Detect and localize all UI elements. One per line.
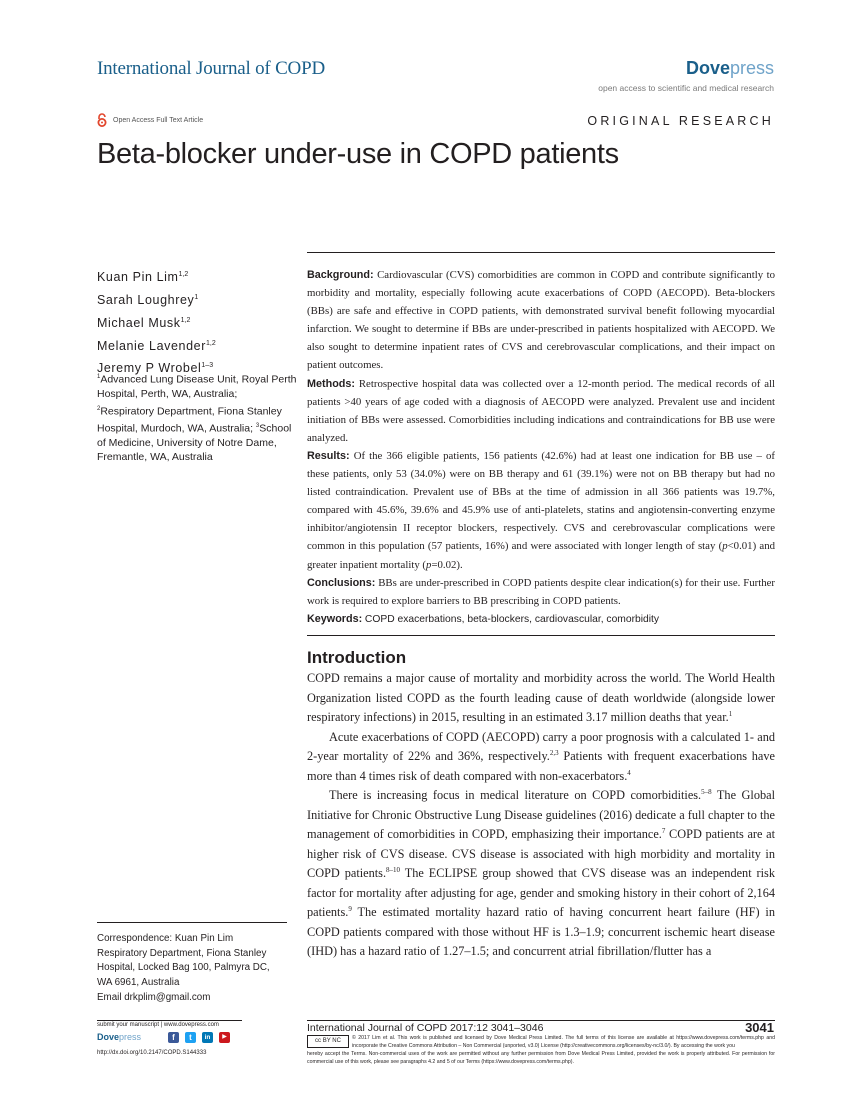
- linkedin-icon[interactable]: in: [202, 1032, 213, 1043]
- publisher-suffix: press: [729, 58, 774, 78]
- article-title: Beta-blocker under-use in COPD patients: [97, 138, 619, 170]
- creative-commons-icon[interactable]: cc BY NC: [307, 1035, 349, 1048]
- intro-paragraph: COPD remains a major cause of mortality and morbidity across the world. The World Health Organization listed COPD as the fourth leading cause of death worldwide (alongside lower respiratory infections) in 2015, resulting in an estimated 3.17 million deaths that year.$^1$: [307, 671, 775, 724]
- section-heading-introduction: Introduction: [307, 648, 407, 667]
- author-list: [97, 265, 216, 379]
- youtube-icon[interactable]: ▶: [219, 1032, 230, 1043]
- publisher-logo-small[interactable]: Dovepress: [97, 1032, 142, 1042]
- page-number: 3041: [745, 1020, 774, 1035]
- social-links: [168, 1032, 230, 1043]
- citation-ref[interactable]: 9: [348, 904, 352, 913]
- citation-ref[interactable]: 2,3: [549, 748, 559, 757]
- publisher-tagline: open access to scientific and medical research: [598, 83, 774, 93]
- left-footer-divider: [97, 1020, 242, 1021]
- abstract-results: Results: Of the 366 eligible patients, 156 patients (42.6%) had at least one indication for BB use – of these patients, only 53 (34.0%) were on BB therapy and 61 (39.1%) were not on BB therapy but had no listed contraindication. Prevalent use of BBs at the time of admission in all 366 patients was 19.7%, compared with 45.6%, 39.6% and 45.9% use of anti-platelets, statins and angiotensin-converting enzyme inhibitor/angiotensin II receptor blockers, respectively. CVS and cerebrovascular complications were common in this population (57 patients, 16%) and were associated with longer length of stay (p<0.01) and greater inpatient mortality (p=0.02).: [307, 449, 775, 571]
- citation-ref[interactable]: 1: [728, 709, 733, 718]
- open-access-row: [97, 113, 203, 127]
- intro-paragraph: Acute exacerbations of COPD (AECOPD) carry a poor prognosis with a calculated 1- and 2-year mortality of 22% and 36%, respectively.$^{2,3}$ Patients with frequent exacerbations have more than 4 times risk of death compared with non-exacerbators.$^4$: [307, 729, 775, 783]
- open-access-label: Open Access Full Text Article: [113, 116, 204, 124]
- correspondence-label: Correspondence: Kuan Pin Lim: [97, 933, 234, 944]
- footer-citation: International Journal of COPD 2017:12 3041–3046: [307, 1022, 544, 1034]
- citation-ref[interactable]: 4: [627, 768, 631, 777]
- facebook-icon[interactable]: f: [168, 1032, 179, 1043]
- correspondence-address: Respiratory Department, Fiona Stanley: [97, 947, 267, 959]
- author-item: Melanie Lavender$^{1,2}$: [97, 338, 216, 353]
- correspondence-address: WA 6961, Australia: [97, 977, 180, 989]
- introduction-body: [307, 669, 775, 962]
- correspondence-block: [97, 932, 297, 1006]
- twitter-icon[interactable]: t: [185, 1032, 196, 1043]
- intro-paragraph: There is increasing focus in medical literature on COPD comorbidities.$^{5-8}$ The Global Initiative for Chronic Obstructive Lung Disease guidelines (2016) dedicate a full chapter to the management of comorbidities in COPD, emphasizing their importance.$^7$ COPD patients are at higher risk of CVS disease. CVS disease is associated with high morbidity and mortality in COPD patients.$^{8-10}$ The ECLIPSE group showed that CVS disease was an independent risk factor for mortality after adjusting for age, gender and smoking history in their cohort of 2,164 patients.$^9$ The estimated mortality hazard ratio of having concurrent heart failure (HF) in COPD patients compared with those without HF is 1.3–1.9; concurrent ischemic heart disease (IHD) has a hazard ratio of 1.27–1.5; and concurrent atrial fibrillation/flutter has a: [307, 787, 775, 958]
- title-divider: [307, 252, 775, 253]
- abstract-background: Background: Cardiovascular (CVS) comorbidities are common in COPD and contribute significantly to morbidity and mortality, especially following acute exacerbations of COPD (AECOPD). Beta-blockers (BBs) are safe and effective in COPD patients, with demonstrated survival benefit following myocardial infarction. We sought to determine if BBs are under-prescribed in patients hospitalized with AECOPD. We also sought to determine inpatient rates of CVS and cerebrovascular complications, and their impact on patient outcomes.: [307, 269, 776, 372]
- submit-manuscript-link[interactable]: submit your manuscript | www.dovepress.com: [97, 1022, 219, 1028]
- correspondence-address: Hospital, Locked Bag 100, Palmyra DC,: [97, 962, 270, 974]
- correspondence-divider: [97, 922, 287, 923]
- footer-divider: [307, 1020, 775, 1021]
- author-item: Michael Musk$^{1,2}$: [97, 315, 191, 330]
- abstract-methods: Methods: Retrospective hospital data was collected over a 12-month period. The medical records of all patients >40 years of age coded with a diagnosis of AECOPD were analyzed. Prevalent use and incident initiation of BBs were assessed. Comorbidities including indications and contraindications for BB use were analyzed.: [307, 377, 775, 444]
- abstract-keywords: Keywords: COPD exacerbations, beta-blockers, cardiovascular, comorbidity: [307, 612, 660, 625]
- open-access-lock-icon: [97, 113, 107, 127]
- citation-ref[interactable]: 7: [661, 826, 666, 835]
- citation-ref[interactable]: 5–8: [701, 787, 712, 796]
- citation-ref[interactable]: 8–10: [386, 865, 401, 874]
- doi-link[interactable]: http://dx.doi.org/10.2147/COPD.S144333: [97, 1050, 207, 1056]
- license-text: © 2017 Lim et al. This work is published and licensed by Dove Medical Press Limited. The full terms of this license are available at https://www.dovepress.com/terms.php and incorporate the Creative Commons Attribution – Non Commercial (unported, v3.0) License (http://creativecommons.org/licenses/by-nc/3.0/). By accessing the work you: [352, 1035, 775, 1049]
- affiliations: $^1$Advanced Lung Disease Unit, Royal Perth Hospital, Perth, WA, Australia; $^2$Respiratory Department, Fiona Stanley Hospital, Murdoch, WA, Australia; $^3$School of Medicine, University of Notre Dame, Fremantle, WA, Australia: [97, 373, 297, 463]
- license-text-continued: hereby accept the Terms. Non-commercial uses of the work are permitted without any further permission from Dove Medical Press Limited, provided the work is properly attributed. For permission for commercial use of this work, please see paragraphs 4.2 and 5 of our Terms (https://www.dovepress.com/terms.php).: [307, 1051, 775, 1065]
- author-item: Jeremy P Wrobel$^{1-3}$: [97, 361, 214, 376]
- article-type-label: ORIGINAL RESEARCH: [587, 114, 774, 128]
- author-item: Sarah Loughrey$^1$: [97, 293, 199, 308]
- author-item: Kuan Pin Lim$^{1,2}$: [97, 270, 189, 285]
- journal-name[interactable]: International Journal of COPD: [97, 58, 325, 79]
- abstract-conclusions: Conclusions: BBs are under-prescribed in COPD patients despite clear indication(s) for their use. Further work is required to explore barriers to BB prescribing in COPD patients.: [307, 576, 775, 607]
- publisher-logo[interactable]: [686, 58, 774, 79]
- abstract: [307, 266, 775, 629]
- abstract-divider: [307, 635, 775, 636]
- publisher-main: Dove: [685, 58, 730, 78]
- correspondence-email[interactable]: Email drkplim@gmail.com: [97, 991, 211, 1003]
